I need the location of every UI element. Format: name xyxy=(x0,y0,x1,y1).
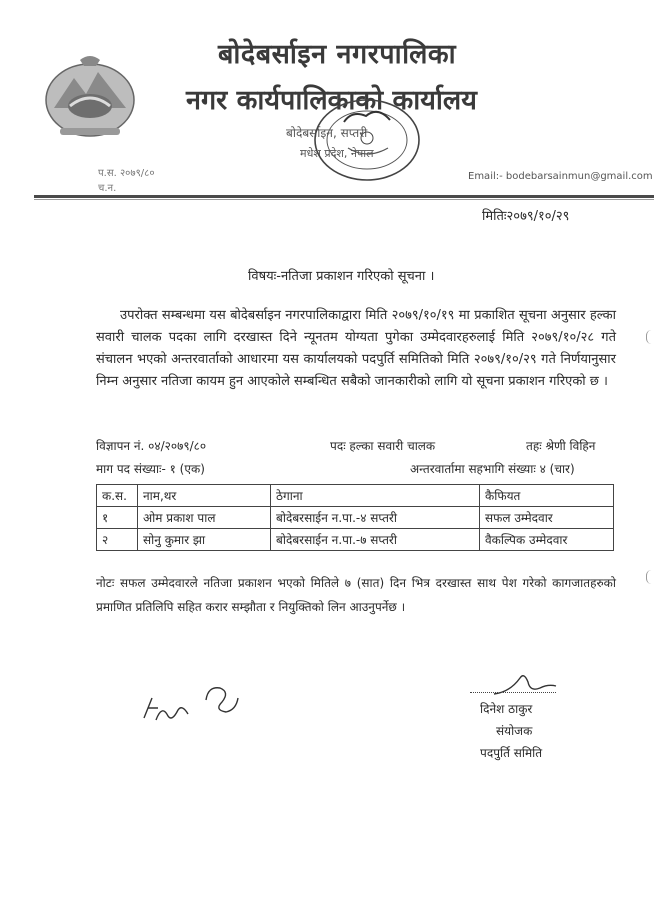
post-level: तहः श्रेणी विहिन xyxy=(526,439,596,453)
note-paragraph: नोटः सफल उम्मेदवारले नतिजा प्रकाशन भएको मितिले ७ (सात) दिन भित्र दरखास्त साथ पेश गरेको कागजातहरुको प्रमाणित प्रतिलिपि सहित करार सम्झौता र नियुक्तिको लिन आउनुपर्नेछ । xyxy=(96,576,616,614)
header-title-line1: बोदेबर्साइन नगरपालिका xyxy=(218,39,457,70)
document-date: मितिः२०७९/१०/२९ xyxy=(482,209,570,224)
scan-mark xyxy=(646,330,657,344)
post-name: पदः हल्का सवारी चालक xyxy=(330,439,436,453)
signatory-committee: पदपुर्ति समिति xyxy=(480,746,543,760)
signatory-name: दिनेश ठाकुर xyxy=(480,702,533,716)
demand-count: माग पद संख्याः- १ (एक) xyxy=(96,462,205,476)
cell-serial: २ xyxy=(97,529,138,551)
table-row xyxy=(97,507,614,529)
result-table xyxy=(96,484,614,551)
handwritten-signature-icon xyxy=(490,668,560,702)
body-paragraph: उपरोक्त सम्बन्धमा यस बोदेबर्साइन नगरपालिकाद्वारा मिति २०७९/१०/१९ मा प्रकाशित सूचना अनुसार हल्का सवारी चालक पदका लागि दरखास्त दिने न्यूनतम योग्यता पुगेका उम्मेदवारहरुलाई मिति २०७९/१०/२८ गते संचालन भएको अन्तरवार्ताको आधारमा यस कार्यालयको पदपुर्ति समितिको मिति २०७९/१०/२९ गते निर्णयानुसार निम्न अनुसार नतिजा कायम हुन आएकोले सम्बन्धित सबैको जानकारीको लागि यो सूचना प्रकाशन गरिएको छ । xyxy=(96,308,616,389)
nepal-emblem-icon xyxy=(40,50,140,142)
cell-address: बोदेबरसाईन न.पा.-४ सप्तरी xyxy=(271,507,480,529)
handwritten-signature-icon xyxy=(196,680,246,720)
cell-remarks: वैकल्पिक उम्मेदवार xyxy=(480,529,614,551)
col-serial: क.स. xyxy=(97,485,138,507)
header-title-line2: नगर कार्यपालिकाको कार्यालय xyxy=(186,85,477,116)
interview-count: अन्तरवार्तामा सहभागि संख्याः ४ (चार) xyxy=(410,462,575,476)
cell-address: बोदेबरसाईन न.पा.-७ सप्तरी xyxy=(271,529,480,551)
header-divider-thin xyxy=(34,199,654,200)
table-row xyxy=(97,529,614,551)
col-address: ठेगाना xyxy=(271,485,480,507)
header-address-line1: बोदेबर्साइन, सप्तरी xyxy=(286,126,368,140)
header-address-line2: मधेश प्रदेश, नेपाल xyxy=(300,147,374,160)
signature-line xyxy=(470,692,556,693)
handwritten-signature-icon xyxy=(138,690,198,730)
ref-ps: प.स. २०७९/८० xyxy=(98,168,155,179)
email-address: Email:- bodebarsainmun@gmail.com xyxy=(468,171,653,182)
header-divider xyxy=(34,195,654,198)
scan-mark xyxy=(646,570,657,584)
ref-chn: च.न. xyxy=(98,183,117,194)
official-stamp-icon xyxy=(308,92,426,188)
col-name: नाम,थर xyxy=(138,485,271,507)
reference-number xyxy=(98,166,155,196)
cell-remarks: सफल उम्मेदवार xyxy=(480,507,614,529)
subject-line: विषयः-नतिजा प्रकाशन गरिएको सूचना । xyxy=(248,269,435,284)
col-remarks: कैफियत xyxy=(480,485,614,507)
cell-name: सोनु कुमार झा xyxy=(138,529,271,551)
signatory-role: संयोजक xyxy=(496,724,533,738)
cell-name: ओम प्रकाश पाल xyxy=(138,507,271,529)
advert-number: विज्ञापन नं. ०४/२०७९/८० xyxy=(96,439,207,453)
cell-serial: १ xyxy=(97,507,138,529)
table-header-row xyxy=(97,485,614,507)
